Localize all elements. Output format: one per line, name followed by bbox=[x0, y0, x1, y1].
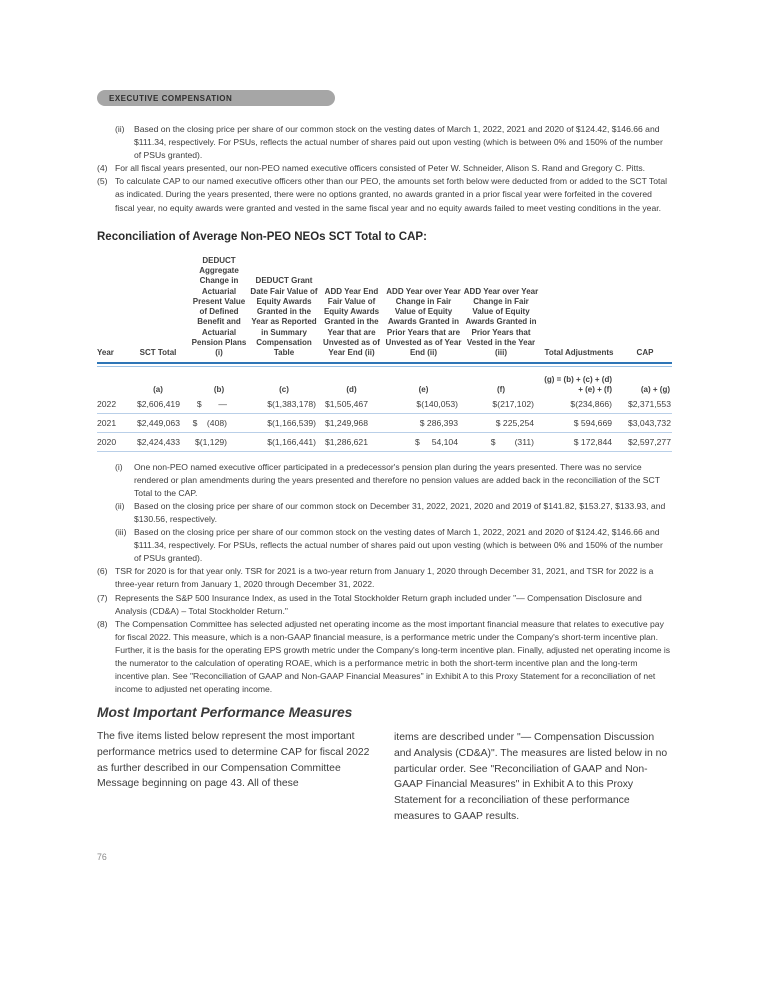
measures-heading: Most Important Performance Measures bbox=[97, 705, 353, 721]
footnote bbox=[115, 500, 672, 526]
column-header: ADD Year End Fair Value of Equity Awards Granted in the Year that are Unvested as of Year End (ii) bbox=[323, 286, 380, 358]
measures-right-column bbox=[394, 729, 672, 824]
subheader: (g) = (b) + (c) + (d) + (e) + (f) bbox=[544, 374, 612, 394]
footnote-text: For all fiscal years presented, our non-PEO named executive officers consisted of Peter W. Schneider, Alison S. Rand and Gregory C. Pitts. bbox=[115, 163, 646, 174]
footnote-text: TSR for 2020 is for that year only. TSR for 2021 is a two-year return from January 1, 2020 through December 31, 2021, and TSR for 2022 is a three-year return from January 1, 2020 through December 31, 2022. bbox=[115, 566, 654, 590]
footnote bbox=[97, 592, 672, 618]
bottom-footnotes bbox=[97, 461, 672, 697]
footnote-text: The Compensation Committee has selected adjusted net operating income as the most important financial measure that relates to executive pay for fiscal 2022. This measure, which is a non-GAAP financial measure, is a performance metric under the Company's short-term incentive plan. Further, it is the basis for the operating EPS growth metric under the Company's long-term incentive plan. Finally, adjusted net operating income is the numerator to the calculation of operating ROAE, which is a performance metric in both the short-term incentive plan and the long-term incentive plan. See "Reconciliation of GAAP and Non-GAAP Financial Measures" in Exhibit A to this Proxy Statement for a reconciliation of net income to adjusted net operating income. bbox=[115, 618, 671, 695]
footnote-text: Based on the closing price per share of our common stock on December 31, 2022, 2021, 2020 and 2019 of $141.82, $153.27, $133.93, and $130.56, respectively. bbox=[134, 500, 666, 524]
table-row bbox=[97, 433, 672, 452]
subheader: (b) bbox=[213, 384, 225, 394]
year-cell: 2022 bbox=[97, 398, 117, 409]
subheader: (e) bbox=[418, 384, 429, 394]
footnote-marker: (ii) bbox=[115, 124, 125, 134]
table-header-row bbox=[97, 256, 672, 362]
value-cell: $ 225,254 bbox=[495, 417, 534, 428]
value-cell: $2,597,277 bbox=[627, 436, 671, 447]
value-cell: $ 286,393 bbox=[419, 417, 458, 428]
value-cell: $2,371,553 bbox=[627, 398, 671, 409]
footnote bbox=[97, 565, 672, 591]
table-title: Reconciliation of Average Non-PEO NEOs SCT Total to CAP: bbox=[97, 230, 427, 243]
table-row bbox=[97, 414, 672, 433]
footnote-marker: (8) bbox=[97, 618, 108, 629]
value-cell: $(234,866) bbox=[570, 398, 612, 409]
footnote-text: To calculate CAP to our named executive officers other than our PEO, the amounts set forth below were deducted from or added to the SCT Total as indicated. During the years presented, there were no options granted, no awards granted in a prior fiscal year were forfeited in the covered fiscal year, no equity awards were granted and vested in the same fiscal year and no equity awards failed to meet vesting conditions in the year. bbox=[115, 176, 668, 213]
column-header: CAP bbox=[636, 348, 654, 358]
value-cell: $1,249,968 bbox=[324, 417, 368, 428]
footnote-marker: (6) bbox=[97, 566, 108, 577]
measures-section bbox=[97, 705, 672, 824]
value-cell: $ 594,669 bbox=[573, 417, 612, 428]
value-cell: $ 54,104 bbox=[414, 436, 458, 447]
footnote bbox=[115, 461, 672, 500]
section-badge: EXECUTIVE COMPENSATION bbox=[97, 90, 335, 106]
measures-left-text: The five items listed below represent the most important performance metrics used to determine CAP for fiscal 2022 as further described in our Compensation Committee Message beginning on page 43. All of these bbox=[97, 731, 370, 790]
column-header: SCT Total bbox=[139, 348, 177, 358]
subheader: (a) bbox=[153, 384, 163, 394]
footnote-text: Represents the S&P 500 Insurance Index, as used in the Total Stockholder Return graph included under "— Compensation Disclosure and Analysis (CD&A) – Total Stockholder Return." bbox=[115, 592, 642, 616]
value-cell: $(1,166,441) bbox=[267, 436, 316, 447]
footnote-marker: (5) bbox=[97, 176, 108, 187]
footnote-marker: (4) bbox=[97, 163, 108, 174]
footnote bbox=[97, 175, 672, 214]
value-cell: $(217,102) bbox=[492, 398, 534, 409]
footnote bbox=[115, 526, 672, 565]
footnote bbox=[97, 618, 672, 697]
subheader: (d) bbox=[346, 384, 357, 394]
value-cell: $ 172,844 bbox=[573, 436, 612, 447]
value-cell: $ — bbox=[196, 398, 227, 409]
footnote bbox=[97, 162, 672, 175]
table-subheader-row bbox=[97, 367, 672, 395]
value-cell: $ (311) bbox=[490, 436, 534, 447]
column-header: DEDUCT Aggregate Change in Actuarial Present Value of Defined Benefit and Actuarial Pension Plans (i) bbox=[191, 255, 247, 358]
value-cell: $(140,053) bbox=[416, 398, 458, 409]
measures-left-column bbox=[97, 729, 377, 824]
value-cell: $2,449,063 bbox=[136, 417, 180, 428]
column-header: Year bbox=[97, 348, 114, 358]
measures-right-text: items are described under "— Compensation Discussion and Analysis (CD&A)". The measures are listed below in no particular order. See "Reconciliation of GAAP and Non-GAAP Financial Measures" in Exhibit A to this Proxy Statement for a reconciliation of these performance measures to GAAP results. bbox=[394, 732, 668, 822]
value-cell: $(1,166,539) bbox=[267, 417, 316, 428]
table-row bbox=[97, 395, 672, 414]
footnote-text: Based on the closing price per share of our common stock on the vesting dates of March 1, 2022, 2021 and 2020 of $124.42, $146.66 and $111.34, respectively. For PSUs, reflects the actual number of shares paid out upon vesting (which is between 0% and 150% of the number of PSUs granted). bbox=[134, 527, 663, 564]
column-header: ADD Year over Year Change in Fair Value of Equity Awards Granted in Prior Years that are Unvested as of Year End (ii) bbox=[385, 286, 462, 358]
footnote-marker: (iii) bbox=[115, 527, 127, 538]
reconciliation-table bbox=[97, 256, 672, 452]
subheader: (f) bbox=[497, 384, 505, 394]
subheader bbox=[97, 367, 128, 395]
value-cell: $1,286,621 bbox=[324, 436, 368, 447]
table-header-rule bbox=[97, 362, 672, 364]
top-footnotes bbox=[97, 123, 672, 215]
value-cell: $(1,383,178) bbox=[267, 398, 316, 409]
column-header: ADD Year over Year Change in Fair Value of Equity Awards Granted in Prior Years that Vested in the Year (iii) bbox=[463, 286, 539, 358]
footnote-text: Based on the closing price per share of our common stock on the vesting dates of March 1, 2022, 2021 and 2020 of $124.42, $146.66 and $111.34, respectively. For PSUs, reflects the actual number of shares paid out upon vesting (which is between 0% and 150% of the number of PSUs granted). bbox=[134, 124, 663, 161]
column-header: Total Adjustments bbox=[544, 348, 614, 358]
value-cell: $(1,129) bbox=[194, 436, 227, 447]
value-cell: $2,606,419 bbox=[136, 398, 180, 409]
year-cell: 2021 bbox=[97, 417, 117, 428]
footnote-marker: (7) bbox=[97, 592, 108, 603]
footnote-marker: (ii) bbox=[115, 500, 125, 511]
footnote bbox=[115, 123, 672, 162]
value-cell: $2,424,433 bbox=[136, 436, 180, 447]
year-cell: 2020 bbox=[97, 436, 117, 447]
column-header: DEDUCT Grant Date Fair Value of Equity Awards Granted in the Year as Reported in Summary Compensation Table bbox=[250, 276, 318, 358]
value-cell: $1,505,467 bbox=[324, 398, 368, 409]
value-cell: $3,043,732 bbox=[627, 417, 671, 428]
subheader: (c) bbox=[279, 384, 289, 394]
page-number: 76 bbox=[97, 851, 107, 862]
row-divider bbox=[97, 451, 672, 452]
subheader: (a) + (g) bbox=[640, 384, 670, 394]
value-cell: $ (408) bbox=[192, 417, 227, 428]
footnote-text: One non-PEO named executive officer participated in a predecessor's pension plan during the years presented. There was no service rendered or plan amendments during the years presented and therefore no pension values are added back in the reconciliation of the SCT Total to the CAP. bbox=[134, 461, 660, 498]
footnote-marker: (i) bbox=[115, 461, 123, 472]
